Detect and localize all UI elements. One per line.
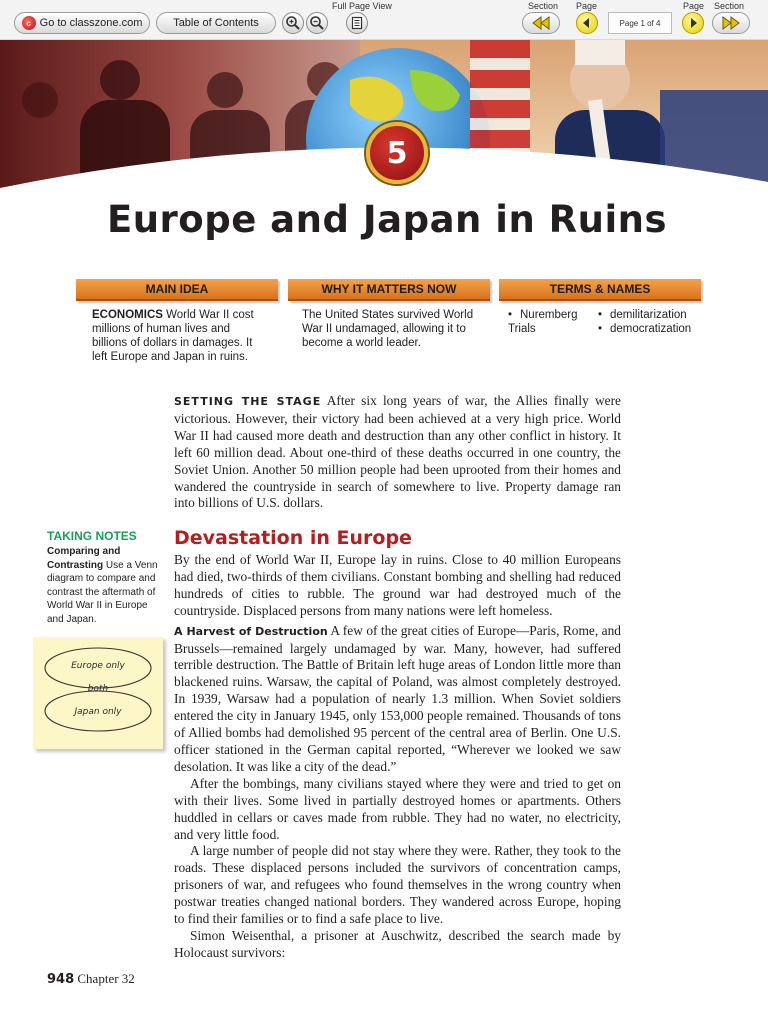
main-idea-header: MAIN IDEA xyxy=(76,279,278,301)
zoom-out-button[interactable] xyxy=(306,12,328,34)
next-page-button[interactable] xyxy=(682,12,704,34)
section-forward-label: Section xyxy=(714,1,745,11)
venn-label-both: both xyxy=(87,684,109,694)
setting-the-stage-paragraph xyxy=(174,393,621,512)
page-footer xyxy=(47,971,135,987)
taking-notes-body: Use a Venn diagram to compare and contrast the aftermath of World War II in Europe and Japan. xyxy=(47,559,158,625)
chapter-label: Chapter 32 xyxy=(77,971,135,986)
chapter-badge: 5 xyxy=(366,122,428,184)
chapter-banner xyxy=(0,40,768,190)
page-forward-label: Page xyxy=(683,1,705,11)
main-idea-lead: ECONOMICS xyxy=(92,309,163,321)
term-item: • democratization xyxy=(598,323,692,335)
main-idea-body: World War II cost millions of human lives and billions of dollars in damages. It left Europe and Japan in ruins. xyxy=(92,309,254,363)
setting-the-stage-body: After six long years of war, the Allies finally were victorious. However, their victory had been achieved at a very high price. World War II had caused more death and destruction than any other conflict in history. It left 60 million dead. About one-third of these deaths occurred in one country, the Soviet Union. Another 50 million people had been uprooted from their homes and wandered the countryside in search of somewhere to live. Property damage ran into billions of U.S. dollars. xyxy=(174,393,621,511)
full-page-view-button[interactable] xyxy=(346,12,368,34)
chevron-left-icon xyxy=(581,17,593,29)
taking-notes-lead: Comparing and Contrasting xyxy=(47,546,121,571)
zoom-in-button[interactable] xyxy=(282,12,304,34)
zoom-out-icon xyxy=(309,15,325,31)
paragraph-2-body: A few of the great cities of Europe—Paris, Rome, and Brussels—remained largely undamaged by war. Many, however, had suffered terrible destruction. The Battle of Britain left huge areas of London little more than blackened ruins. Warsaw, the capital of Poland, was almost completely destroyed. In 1939, Warsaw had a population of nearly 1.3 million. When Soviet soldiers entered the city in January 1945, only 153,000 people remained. Thousands of tons of Allied bombs had demolished 95 percent of the central area of Berlin. One U.S. officer stationed in the German capital reported, “Wherever we looked we saw desolation. It was like a city of the dead.” xyxy=(174,622,621,774)
section-back-label: Section xyxy=(528,1,559,11)
paragraph-2 xyxy=(174,623,621,776)
document-icon xyxy=(350,16,364,30)
previous-section-button[interactable] xyxy=(522,12,560,34)
paragraph-4: A large number of people did not stay where they were. Rather, they took to the roads. These displaced persons included the survivors of concentration camps, prisoners of war, and refugees who found themselves in the wrong country when postwar treaties changed national borders. They wandered across Europe, hoping to find their families or to find a safe place to live. xyxy=(174,843,621,927)
paragraph-3: After the bombings, many civilians stayed where they were and tried to get on with their lives. Some lived in partially destroyed homes or apartments. Others huddled in cellars or caves made from rubble. They had no water, no electricity, and very little food. xyxy=(174,775,621,842)
venn-label-europe: Europe only xyxy=(71,661,125,671)
why-it-matters-text: The United States survived World War II undamaged, allowing it to become a world leader. xyxy=(302,309,474,349)
setting-the-stage-lead: SETTING THE STAGE xyxy=(174,395,322,408)
classzone-button[interactable] xyxy=(14,12,150,34)
viewer-toolbar xyxy=(0,0,768,40)
page-counter: Page 1 of 4 xyxy=(608,12,672,34)
section-body xyxy=(174,552,621,962)
term-item: • Nuremberg Trials xyxy=(508,309,578,335)
taking-notes-header: TAKING NOTES xyxy=(47,529,137,543)
full-page-view-label: Full Page View xyxy=(332,1,392,11)
page-title: Europe and Japan in Ruins xyxy=(106,198,668,241)
section-heading: Devastation in Europe xyxy=(174,527,412,549)
venn-diagram-card xyxy=(33,637,163,749)
next-section-button[interactable] xyxy=(712,12,750,34)
toc-label: Table of Contents xyxy=(173,17,259,29)
previous-page-button[interactable] xyxy=(576,12,598,34)
zoom-in-icon xyxy=(285,15,301,31)
term-item: • demilitarization xyxy=(598,309,687,321)
double-chevron-left-icon xyxy=(530,16,552,30)
table-of-contents-button[interactable] xyxy=(156,12,276,34)
harvest-subhead: A Harvest of Destruction xyxy=(174,624,328,638)
venn-label-japan: Japan only xyxy=(74,707,122,717)
term-label: democratization xyxy=(610,323,692,335)
why-it-matters-header: WHY IT MATTERS NOW xyxy=(288,279,490,301)
term-label: Nuremberg Trials xyxy=(508,309,578,335)
main-idea-text xyxy=(92,308,268,364)
term-label: demilitarization xyxy=(610,309,687,321)
classzone-icon: c xyxy=(22,16,36,30)
double-chevron-right-icon xyxy=(720,16,742,30)
page-number: 948 xyxy=(47,972,75,987)
classzone-label: Go to classzone.com xyxy=(39,17,143,29)
chevron-right-icon xyxy=(687,17,699,29)
page-back-label: Page xyxy=(576,1,598,11)
terms-names-header: TERMS & NAMES xyxy=(499,279,701,301)
paragraph-1: By the end of World War II, Europe lay in ruins. Close to 40 million Europeans had died, two-thirds of them civilians. Constant bombing and shelling had reduced hundreds of cities to rubble. The ground war had destroyed much of the countryside. Displaced persons from many nations were left homeless. xyxy=(174,552,621,618)
taking-notes-text xyxy=(47,545,159,626)
paragraph-5: Simon Weisenthal, a prisoner at Auschwitz, described the search made by Holocaust survivors: xyxy=(174,927,621,960)
